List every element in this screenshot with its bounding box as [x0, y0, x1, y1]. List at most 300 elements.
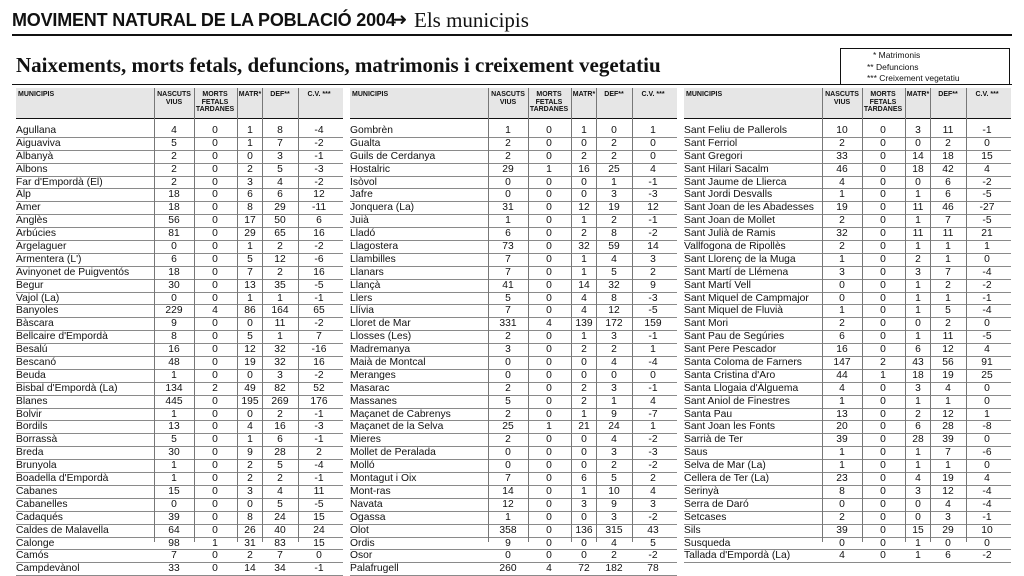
cell-municipi: Sant Martí de Llémena	[684, 266, 789, 278]
cell-creixement: 0	[650, 150, 656, 162]
cell-nascuts: 25	[502, 421, 514, 433]
table-row	[16, 473, 343, 486]
cell-matrimonis: 18	[912, 369, 924, 381]
cell-matrimonis: 6	[247, 189, 253, 201]
table-row	[684, 447, 1011, 460]
cell-municipi: Sant Llorenç de la Muga	[684, 253, 796, 265]
legend-creixement: *** Creixement vegetatiu	[867, 73, 960, 83]
header-creixement: C.V. ***	[307, 91, 331, 98]
table-row	[684, 228, 1011, 241]
cell-morts-fetals: 0	[546, 331, 552, 343]
cell-matrimonis: 0	[915, 137, 921, 149]
cell-morts-fetals: 2	[212, 382, 218, 394]
cell-nascuts: 7	[171, 550, 177, 562]
cell-nascuts: 33	[836, 150, 848, 162]
cell-defuncions: 2	[611, 215, 617, 227]
cell-municipi: Armentera (L')	[16, 253, 82, 265]
table-row	[350, 138, 677, 151]
cell-municipi: Gualta	[350, 137, 381, 149]
cell-matrimonis: 8	[247, 202, 253, 214]
cell-nascuts: 2	[171, 176, 177, 188]
cell-defuncions: 12	[942, 408, 954, 420]
cell-matrimonis: 1	[581, 331, 587, 343]
cell-morts-fetals: 0	[880, 524, 886, 536]
cell-creixement: -7	[648, 408, 658, 420]
cell-defuncions: 46	[942, 202, 954, 214]
cell-creixement: 14	[647, 241, 659, 253]
cell-nascuts: 2	[505, 137, 511, 149]
cell-morts-fetals: 0	[212, 473, 218, 485]
cell-defuncions: 0	[611, 125, 617, 136]
cell-morts-fetals: 0	[880, 163, 886, 175]
table-row	[16, 331, 343, 344]
cell-municipi: Sant Mori	[684, 318, 729, 330]
cell-morts-fetals: 0	[212, 202, 218, 214]
header-municipis: MUNICIPIS	[18, 91, 55, 98]
cell-morts-fetals: 0	[880, 228, 886, 240]
table-row	[16, 254, 343, 267]
cell-morts-fetals: 4	[546, 563, 552, 575]
cell-matrimonis: 2	[581, 228, 587, 240]
cell-creixement: 15	[313, 537, 325, 549]
header-morts-fetals: MORTS FETALS TARDANES	[863, 91, 903, 113]
cell-municipi: Jonquera (La)	[350, 202, 415, 214]
cell-nascuts: 10	[836, 125, 848, 136]
cell-nascuts: 2	[839, 511, 845, 523]
column-divider	[262, 88, 263, 542]
cell-matrimonis: 4	[247, 421, 253, 433]
cell-nascuts: 1	[505, 511, 511, 523]
cell-defuncions: 29	[942, 524, 954, 536]
cell-defuncions: 7	[945, 447, 951, 459]
cell-municipi: Lladó	[350, 228, 376, 240]
cell-matrimonis: 1	[915, 292, 921, 304]
cell-morts-fetals: 0	[546, 305, 552, 317]
cell-creixement: -1	[314, 434, 324, 446]
table-row	[684, 538, 1011, 551]
table-row	[350, 421, 677, 434]
cell-defuncions: 3	[611, 382, 617, 394]
table-row	[684, 164, 1011, 177]
cell-matrimonis: 1	[915, 447, 921, 459]
table-row	[684, 370, 1011, 383]
cell-municipi: Argelaguer	[16, 241, 67, 253]
cell-matrimonis: 1	[915, 189, 921, 201]
cell-defuncions: 4	[611, 253, 617, 265]
cell-matrimonis: 28	[912, 434, 924, 446]
cell-defuncions: 56	[942, 357, 954, 369]
cell-morts-fetals: 0	[546, 125, 552, 136]
table-row	[16, 396, 343, 409]
cell-municipi: Santa Llogaia d'Àlguema	[684, 382, 799, 394]
cell-morts-fetals: 0	[546, 279, 552, 291]
table-row	[16, 434, 343, 447]
cell-morts-fetals: 0	[212, 563, 218, 575]
cell-nascuts: 1	[839, 253, 845, 265]
cell-morts-fetals: 0	[212, 150, 218, 162]
cell-matrimonis: 0	[581, 511, 587, 523]
cell-defuncions: 269	[271, 395, 289, 407]
cell-municipi: Mieres	[350, 434, 381, 446]
cell-creixement: 0	[984, 434, 990, 446]
table-row	[350, 383, 677, 396]
cell-nascuts: 147	[833, 357, 851, 369]
table-row	[684, 512, 1011, 525]
cell-nascuts: 2	[505, 331, 511, 343]
cell-creixement: 52	[313, 382, 325, 394]
table-row	[350, 434, 677, 447]
cell-matrimonis: 13	[244, 279, 256, 291]
cell-nascuts: 31	[502, 202, 514, 214]
cell-morts-fetals: 0	[880, 382, 886, 394]
table-row	[16, 241, 343, 254]
cell-morts-fetals: 0	[212, 189, 218, 201]
cell-nascuts: 358	[499, 524, 517, 536]
cell-nascuts: 4	[839, 382, 845, 394]
cell-defuncions: 28	[942, 421, 954, 433]
cell-nascuts: 20	[836, 421, 848, 433]
table-row	[16, 164, 343, 177]
subsection-title: Els municipis	[414, 8, 529, 32]
cell-defuncions: 12	[274, 253, 286, 265]
cell-nascuts: 9	[505, 537, 511, 549]
cell-defuncions: 5	[611, 473, 617, 485]
cell-creixement: -5	[314, 498, 324, 510]
cell-municipi: Sant Julià de Ramis	[684, 228, 776, 240]
cell-creixement: 0	[984, 395, 990, 407]
cell-municipi: Brunyola	[16, 460, 57, 472]
cell-municipi: Bordils	[16, 421, 48, 433]
cell-municipi: Gombrèn	[350, 125, 393, 136]
table-row	[350, 228, 677, 241]
table-row	[16, 357, 343, 370]
cell-creixement: -5	[314, 279, 324, 291]
cell-creixement: 1	[650, 344, 656, 356]
cell-municipi: Llançà	[350, 279, 381, 291]
cell-defuncions: 3	[277, 369, 283, 381]
cell-creixement: 0	[984, 537, 990, 549]
cell-morts-fetals: 0	[880, 150, 886, 162]
cell-nascuts: 15	[168, 485, 180, 497]
cell-matrimonis: 1	[247, 434, 253, 446]
cell-matrimonis: 0	[915, 511, 921, 523]
cell-municipi: Massanes	[350, 395, 397, 407]
cell-nascuts: 6	[839, 331, 845, 343]
cell-morts-fetals: 0	[212, 137, 218, 149]
cell-nascuts: 13	[168, 421, 180, 433]
column-divider	[905, 88, 906, 542]
cell-defuncions: 2	[277, 266, 283, 278]
cell-defuncions: 2	[277, 408, 283, 420]
cell-creixement: -3	[648, 189, 658, 201]
column-divider	[862, 88, 863, 542]
cell-nascuts: 23	[836, 473, 848, 485]
cell-creixement: -4	[982, 305, 992, 317]
cell-nascuts: 1	[171, 460, 177, 472]
cell-matrimonis: 86	[244, 305, 256, 317]
cell-matrimonis: 2	[581, 395, 587, 407]
cell-morts-fetals: 0	[880, 485, 886, 497]
cell-defuncions: 24	[274, 511, 286, 523]
cell-defuncions: 11	[942, 331, 954, 343]
table-row	[684, 344, 1011, 357]
cell-matrimonis: 2	[581, 344, 587, 356]
cell-creixement: -1	[648, 331, 658, 343]
table-body	[684, 125, 1011, 563]
cell-defuncions: 2	[945, 137, 951, 149]
cell-municipi: Besalú	[16, 344, 48, 356]
cell-municipi: Sils	[684, 524, 701, 536]
cell-morts-fetals: 0	[212, 434, 218, 446]
cell-defuncions: 0	[945, 537, 951, 549]
cell-municipi: Bellcaire d'Empordà	[16, 331, 108, 343]
cell-nascuts: 1	[505, 215, 511, 227]
cell-municipi: Santa Pau	[684, 408, 733, 420]
cell-creixement: -4	[314, 460, 324, 472]
table-row	[16, 512, 343, 525]
table-row	[684, 357, 1011, 370]
table-row	[684, 138, 1011, 151]
cell-matrimonis: 0	[581, 189, 587, 201]
cell-nascuts: 0	[171, 241, 177, 253]
cell-municipi: Cabanelles	[16, 498, 68, 510]
cell-creixement: -3	[314, 163, 324, 175]
cell-morts-fetals: 0	[546, 228, 552, 240]
cell-morts-fetals: 0	[546, 473, 552, 485]
cell-nascuts: 0	[505, 447, 511, 459]
cell-nascuts: 2	[839, 137, 845, 149]
cell-creixement: -3	[648, 292, 658, 304]
cell-defuncions: 42	[942, 163, 954, 175]
cell-defuncions: 8	[611, 292, 617, 304]
cell-matrimonis: 0	[247, 318, 253, 330]
table-row	[16, 267, 343, 280]
cell-creixement: -1	[648, 176, 658, 188]
cell-matrimonis: 1	[581, 408, 587, 420]
table-row	[350, 164, 677, 177]
cell-matrimonis: 2	[915, 253, 921, 265]
cell-nascuts: 7	[505, 253, 511, 265]
cell-nascuts: 445	[165, 395, 183, 407]
cell-creixement: -1	[648, 215, 658, 227]
cell-morts-fetals: 0	[880, 511, 886, 523]
cell-nascuts: 33	[168, 563, 180, 575]
cell-morts-fetals: 0	[212, 395, 218, 407]
cell-nascuts: 39	[836, 524, 848, 536]
cell-matrimonis: 1	[247, 137, 253, 149]
cell-municipi: Mont-ras	[350, 485, 391, 497]
cell-morts-fetals: 0	[546, 189, 552, 201]
cell-nascuts: 2	[171, 163, 177, 175]
table-row	[350, 280, 677, 293]
cell-morts-fetals: 0	[546, 511, 552, 523]
cell-matrimonis: 1	[915, 279, 921, 291]
cell-matrimonis: 0	[581, 434, 587, 446]
cell-matrimonis: 1	[581, 125, 587, 136]
cell-defuncions: 6	[945, 189, 951, 201]
cell-municipi: Sant Jaume de Llierca	[684, 176, 787, 188]
cell-creixement: -16	[311, 344, 327, 356]
cell-creixement: 0	[316, 550, 322, 562]
cell-defuncions: 3	[611, 189, 617, 201]
cell-municipi: Calonge	[16, 537, 55, 549]
cell-morts-fetals: 0	[212, 228, 218, 240]
table-row	[350, 370, 677, 383]
cell-municipi: Agullana	[16, 125, 57, 136]
column-divider	[822, 88, 823, 542]
cell-defuncions: 59	[608, 241, 620, 253]
cell-creixement: -1	[982, 125, 992, 136]
cell-defuncions: 19	[942, 369, 954, 381]
cell-matrimonis: 8	[247, 511, 253, 523]
cell-municipi: Madremanya	[350, 344, 411, 356]
cell-matrimonis: 1	[915, 537, 921, 549]
cell-matrimonis: 12	[578, 202, 590, 214]
table-header	[684, 88, 1011, 119]
cell-defuncions: 1	[945, 460, 951, 472]
cell-nascuts: 2	[839, 241, 845, 253]
cell-nascuts: 81	[168, 228, 180, 240]
cell-defuncions: 34	[274, 563, 286, 575]
header-matrimonis: MATR*	[572, 91, 596, 98]
cell-creixement: 0	[650, 137, 656, 149]
cell-morts-fetals: 0	[880, 189, 886, 201]
table-row	[350, 254, 677, 267]
cell-morts-fetals: 0	[546, 292, 552, 304]
cell-creixement: 0	[984, 382, 990, 394]
cell-creixement: -1	[982, 292, 992, 304]
cell-creixement: -1	[314, 408, 324, 420]
header-defuncions: DEF**	[270, 91, 290, 98]
cell-defuncions: 29	[274, 202, 286, 214]
cell-defuncions: 1	[945, 292, 951, 304]
table-row	[16, 228, 343, 241]
column-divider	[571, 88, 572, 542]
cell-nascuts: 0	[839, 498, 845, 510]
cell-municipi: Breda	[16, 447, 44, 459]
cell-municipi: Juià	[350, 215, 369, 227]
cell-matrimonis: 1	[915, 550, 921, 562]
table-row	[684, 202, 1011, 215]
cell-nascuts: 4	[839, 550, 845, 562]
cell-municipi: Bisbal d'Empordà (La)	[16, 382, 118, 394]
cell-creixement: 4	[984, 344, 990, 356]
cell-creixement: -5	[648, 305, 658, 317]
cell-municipi: Sant Miquel de Fluvià	[684, 305, 784, 317]
cell-morts-fetals: 0	[546, 150, 552, 162]
table-row	[350, 189, 677, 202]
cell-municipi: Ordis	[350, 537, 375, 549]
cell-creixement: 1	[984, 241, 990, 253]
cell-creixement: 16	[313, 266, 325, 278]
cell-matrimonis: 11	[912, 228, 924, 240]
cell-defuncions: 2	[945, 318, 951, 330]
cell-nascuts: 7	[505, 473, 511, 485]
cell-municipi: Banyoles	[16, 305, 59, 317]
main-title: Naixements, morts fetals, defuncions, matrimonis i creixement vegetatiu	[16, 53, 661, 77]
table-row	[684, 460, 1011, 473]
cell-creixement: -4	[648, 357, 658, 369]
cell-morts-fetals: 0	[880, 434, 886, 446]
cell-municipi: Sant Ferriol	[684, 137, 738, 149]
cell-nascuts: 4	[171, 125, 177, 136]
table-row	[684, 254, 1011, 267]
cell-defuncions: 1	[611, 395, 617, 407]
table-row	[16, 538, 343, 551]
cell-municipi: Llambilles	[350, 253, 396, 265]
cell-municipi: Boadella d'Empordà	[16, 473, 109, 485]
cell-matrimonis: 6	[581, 473, 587, 485]
cell-defuncions: 4	[277, 176, 283, 188]
cell-morts-fetals: 0	[212, 408, 218, 420]
cell-matrimonis: 2	[581, 150, 587, 162]
table-row	[16, 318, 343, 331]
cell-matrimonis: 3	[247, 485, 253, 497]
table-row	[350, 550, 677, 563]
header-defuncions: DEF**	[604, 91, 624, 98]
cell-defuncions: 18	[942, 150, 954, 162]
cell-nascuts: 18	[168, 202, 180, 214]
cell-morts-fetals: 0	[212, 125, 218, 136]
cell-creixement: 4	[984, 473, 990, 485]
cell-defuncions: 2	[611, 344, 617, 356]
cell-matrimonis: 1	[915, 241, 921, 253]
cell-matrimonis: 5	[247, 253, 253, 265]
cell-municipi: Sant Pau de Segúries	[684, 331, 785, 343]
table-row	[350, 409, 677, 422]
cell-defuncions: 11	[942, 228, 954, 240]
cell-nascuts: 5	[171, 434, 177, 446]
cell-creixement: 78	[647, 563, 659, 575]
cell-creixement: -4	[982, 498, 992, 510]
cell-municipi: Cadaqués	[16, 511, 63, 523]
cell-municipi: Llanars	[350, 266, 384, 278]
cell-defuncions: 315	[605, 524, 623, 536]
cell-nascuts: 41	[502, 279, 514, 291]
cell-creixement: 2	[650, 473, 656, 485]
table-row	[350, 215, 677, 228]
cell-morts-fetals: 0	[880, 253, 886, 265]
cell-nascuts: 1	[505, 125, 511, 136]
column-divider	[966, 88, 967, 542]
cell-defuncions: 7	[945, 266, 951, 278]
cell-morts-fetals: 0	[212, 524, 218, 536]
cell-creixement: 65	[313, 305, 325, 317]
cell-morts-fetals: 1	[546, 421, 552, 433]
cell-matrimonis: 3	[915, 382, 921, 394]
cell-defuncions: 2	[611, 137, 617, 149]
cell-creixement: -3	[648, 447, 658, 459]
cell-defuncions: 11	[942, 125, 954, 136]
cell-creixement: 6	[316, 215, 322, 227]
cell-nascuts: 2	[839, 215, 845, 227]
table-row	[16, 525, 343, 538]
cell-morts-fetals: 0	[880, 460, 886, 472]
cell-creixement: 4	[650, 485, 656, 497]
cell-creixement: -1	[982, 511, 992, 523]
cell-matrimonis: 1	[581, 485, 587, 497]
cell-matrimonis: 72	[578, 563, 590, 575]
table-row	[16, 460, 343, 473]
cell-morts-fetals: 0	[212, 163, 218, 175]
cell-municipi: Serinyà	[684, 485, 719, 497]
cell-creixement: -1	[314, 150, 324, 162]
header-nascuts: NASCUTS VIUS	[825, 91, 859, 106]
cell-municipi: Mollet de Peralada	[350, 447, 436, 459]
table-row	[684, 125, 1011, 138]
cell-nascuts: 16	[836, 344, 848, 356]
cell-municipi: Far d'Empordà (El)	[16, 176, 103, 188]
